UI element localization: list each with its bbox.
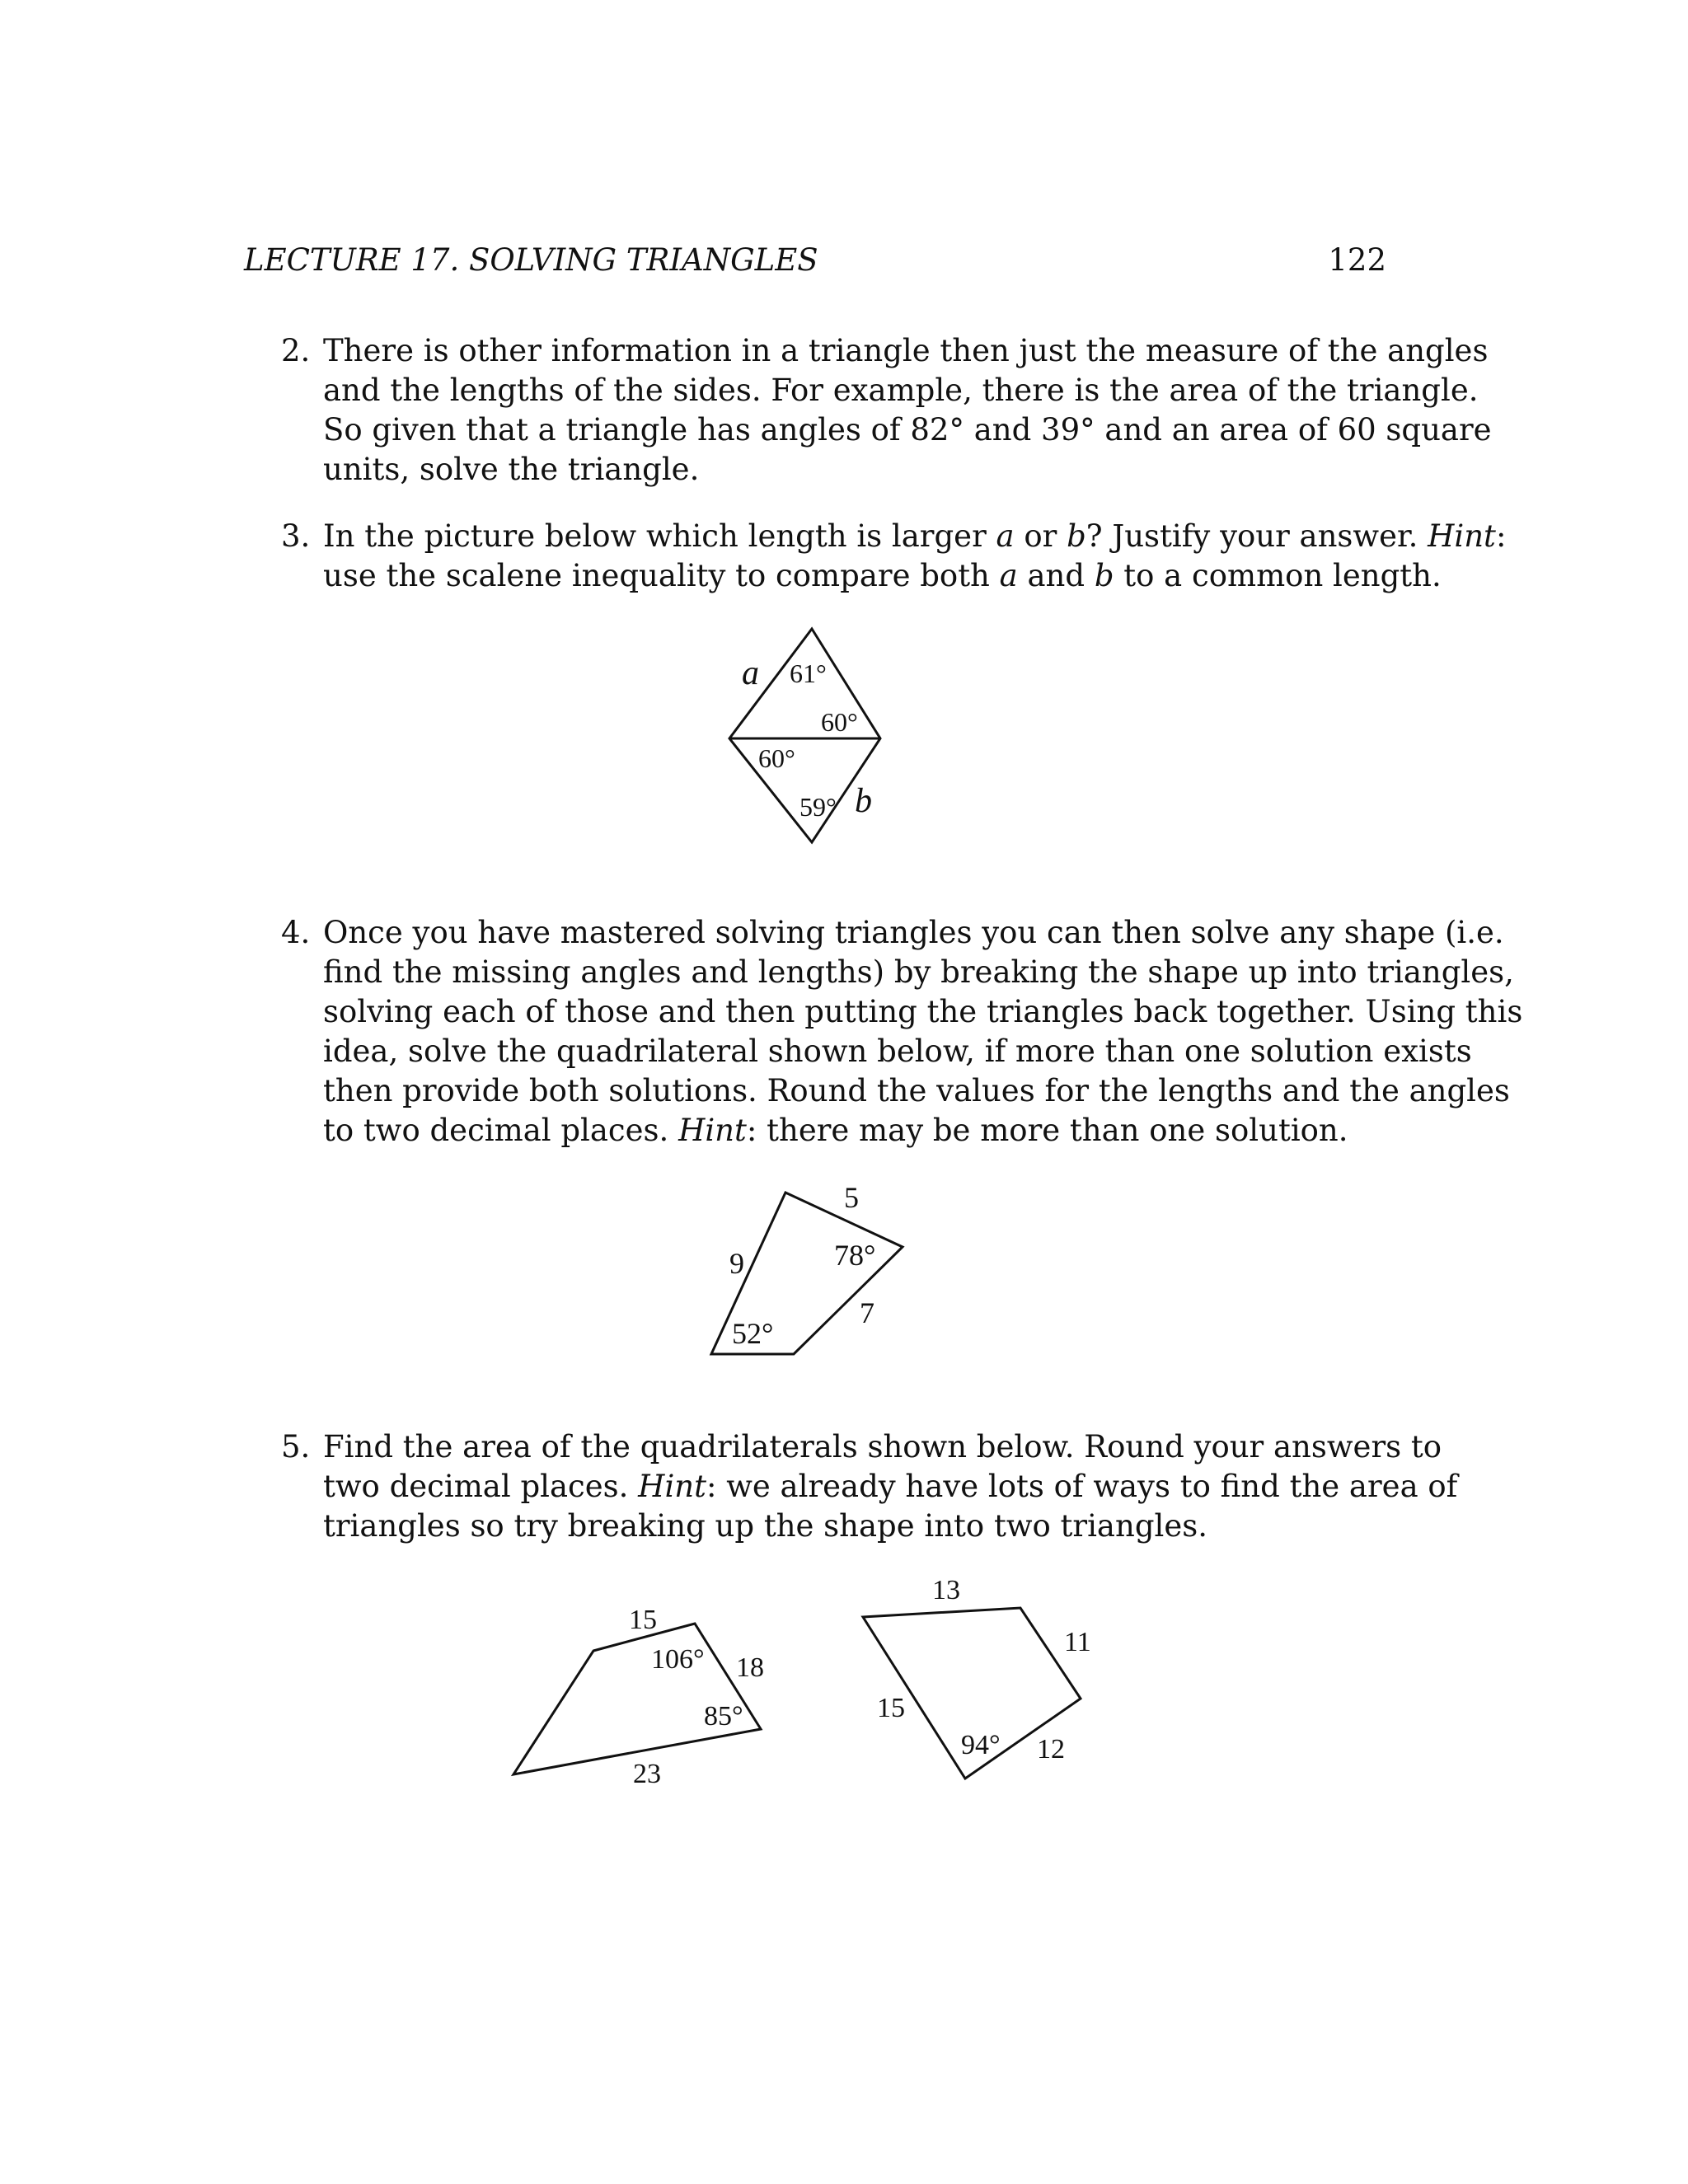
problem-number: 5. xyxy=(281,1429,311,1465)
hint-label: Hint xyxy=(678,1113,747,1148)
angle-label: 85° xyxy=(704,1701,743,1732)
side-label: 7 xyxy=(860,1296,874,1329)
text-line: find the missing angles and lengths) by breaking the shape up into triangles, xyxy=(323,954,1514,990)
angle-label: 52° xyxy=(732,1317,774,1350)
angle-label: 94° xyxy=(961,1730,1001,1760)
side-label: 15 xyxy=(877,1693,905,1723)
side-label: 18 xyxy=(736,1652,764,1683)
text-line: In the picture below which length is larger a or b? Justify your answer. Hint: xyxy=(323,518,1507,554)
text-line: idea, solve the quadrilateral shown below, if more than one solution exists xyxy=(323,1033,1472,1069)
problem-number: 3. xyxy=(281,518,311,554)
side-label: 12 xyxy=(1037,1734,1065,1765)
angle-label: 60° xyxy=(758,743,795,773)
side-label-a: a xyxy=(742,654,759,692)
text-line: to two decimal places. Hint: there may be more than one solution. xyxy=(323,1113,1348,1148)
text-line: units, solve the triangle. xyxy=(323,452,700,487)
text-line: and the lengths of the sides. For example, there is the area of the triangle. xyxy=(323,373,1479,408)
text-line: then provide both solutions. Round the values for the lengths and the angles xyxy=(323,1073,1510,1108)
text-line: two decimal places. Hint: we already have lots of ways to find the area of xyxy=(323,1469,1458,1504)
text-line: There is other information in a triangle then just the measure of the angles xyxy=(323,333,1489,368)
hint-label: Hint xyxy=(638,1469,706,1504)
side-label: 5 xyxy=(844,1181,859,1214)
angle-label: 106° xyxy=(651,1644,705,1675)
side-label-b: b xyxy=(855,782,872,820)
page-number: 122 xyxy=(1328,242,1386,278)
text-line: Find the area of the quadrilaterals shown below. Round your answers to xyxy=(323,1429,1442,1465)
hint-label: Hint xyxy=(1428,518,1496,554)
side-label: 9 xyxy=(729,1247,744,1280)
text-line: So given that a triangle has angles of 82° and 39° and an area of 60 square xyxy=(323,412,1492,448)
problem-number: 2. xyxy=(281,333,311,368)
text-line: Once you have mastered solving triangles you can then solve any shape (i.e. xyxy=(323,915,1504,950)
running-header-title: LECTURE 17. SOLVING TRIANGLES xyxy=(244,242,818,278)
text-line: solving each of those and then putting the triangles back together. Using this xyxy=(323,994,1523,1029)
text-line: triangles so try breaking up the shape into two triangles. xyxy=(323,1508,1207,1544)
angle-label: 78° xyxy=(834,1239,876,1272)
side-label: 11 xyxy=(1064,1627,1091,1657)
text-line: use the scalene inequality to compare both a and b to a common length. xyxy=(323,558,1442,593)
angle-label: 61° xyxy=(790,658,827,688)
side-label: 13 xyxy=(932,1575,960,1605)
side-label: 15 xyxy=(629,1605,657,1635)
problem-number: 4. xyxy=(281,915,311,950)
angle-label: 59° xyxy=(799,792,837,822)
side-label: 23 xyxy=(633,1759,661,1789)
angle-label: 60° xyxy=(821,707,858,737)
